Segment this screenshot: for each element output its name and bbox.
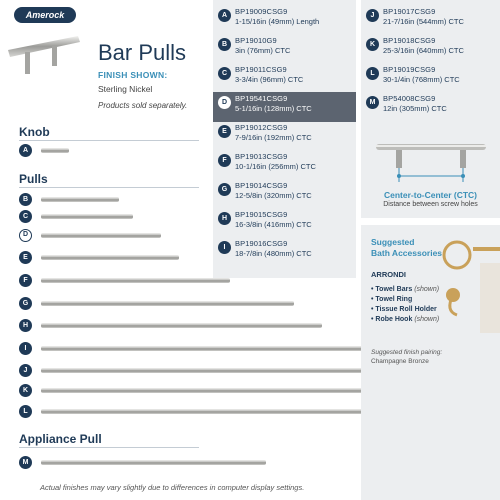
bar-pull-image: [8, 30, 82, 90]
sku-label: BP19018CSG9: [383, 36, 436, 45]
accessories-list: [371, 285, 439, 325]
letter-badge: K: [366, 38, 379, 51]
spec-item: [213, 92, 356, 122]
bar-pull-graphic: [41, 278, 230, 283]
accessories-panel: [361, 225, 500, 500]
finish-label: FINISH SHOWN:: [98, 70, 168, 80]
size-label: 30-1/4in (768mm) CTC: [383, 75, 460, 84]
size-label: 5-1/16in (128mm) CTC: [235, 104, 312, 113]
finish-value: Sterling Nickel: [98, 84, 153, 94]
sku-label: BP19013CSG9: [235, 152, 288, 161]
letter-badge: J: [19, 364, 32, 377]
section-title-appliance: Appliance Pull: [19, 432, 102, 446]
sku-label: BP19015CSG9: [235, 210, 288, 219]
sku-label: BP19014CSG9: [235, 181, 288, 190]
size-label: 25-3/16in (640mm) CTC: [383, 46, 464, 55]
list-item: • Tissue Roll Holder: [371, 306, 437, 313]
letter-badge: K: [19, 384, 32, 397]
accessories-subtitle: Bath Accessories: [371, 248, 443, 258]
letter-badge: G: [19, 297, 32, 310]
divider: [19, 447, 199, 448]
spec-item: [213, 63, 356, 93]
bar-pull-graphic: [41, 233, 161, 238]
section-title-knob: Knob: [19, 125, 50, 139]
page-title: Bar Pulls: [98, 40, 187, 65]
letter-badge: A: [19, 144, 32, 157]
bar-pull-graphic: [41, 255, 179, 260]
bar-pull-graphic: [41, 301, 294, 306]
letter-badge: C: [19, 210, 32, 223]
sku-label: BP19016CSG9: [235, 239, 288, 248]
letter-badge: D: [19, 229, 32, 242]
ctc-diagram: [366, 138, 496, 190]
bar-pull-graphic: [41, 460, 266, 465]
spec-item: [213, 237, 356, 267]
amerock-logo: Amerock: [14, 7, 76, 23]
size-label: 3-3/4in (96mm) CTC: [235, 75, 304, 84]
size-label: 12in (305mm) CTC: [383, 104, 447, 113]
letter-badge: E: [19, 251, 32, 264]
letter-badge: D: [218, 96, 231, 109]
letter-badge: I: [218, 241, 231, 254]
size-label: 3in (76mm) CTC: [235, 46, 291, 55]
sku-label: BP19541CSG9: [235, 94, 288, 103]
finish-pairing-value: Champagne Bronze: [371, 358, 429, 365]
letter-badge: F: [19, 274, 32, 287]
bar-pull-graphic: [41, 148, 69, 153]
letter-badge: H: [218, 212, 231, 225]
sku-label: BP19012CSG9: [235, 123, 288, 132]
spec-item: [213, 179, 356, 209]
size-label: 16-3/8in (416mm) CTC: [235, 220, 312, 229]
divider: [19, 187, 199, 188]
letter-badge: G: [218, 183, 231, 196]
letter-badge: L: [366, 67, 379, 80]
ctc-title: Center-to-Center (CTC): [383, 190, 478, 200]
size-label: 12-5/8in (320mm) CTC: [235, 191, 312, 200]
spec-item: [366, 92, 496, 122]
list-item: • Towel Bars (shown): [371, 286, 440, 293]
sku-label: BP19009CSG9: [235, 7, 288, 16]
bar-pull-graphic: [41, 197, 119, 202]
list-item: • Robe Hook (shown): [371, 316, 440, 323]
spec-item: [213, 150, 356, 180]
sold-separately-note: Products sold separately.: [98, 101, 188, 110]
letter-badge: I: [19, 342, 32, 355]
letter-badge: J: [366, 9, 379, 22]
letter-badge: A: [218, 9, 231, 22]
sku-label: BP19019CSG9: [383, 65, 436, 74]
accessories-title: Suggested: [371, 237, 415, 247]
bar-pull-graphic: [41, 368, 409, 373]
section-title-pulls: Pulls: [19, 172, 48, 186]
sku-label: BP19010G9: [235, 36, 277, 45]
disclaimer: Actual finishes may vary slightly due to differences in computer display settings.: [40, 483, 305, 492]
letter-badge: M: [366, 96, 379, 109]
letter-badge: M: [19, 456, 32, 469]
divider: [19, 140, 199, 141]
ctc-description: Distance between screw holes: [383, 201, 478, 208]
spec-item: [213, 208, 356, 238]
size-label: 1-15/16in (49mm) Length: [235, 17, 320, 26]
bath-accessory-image: [435, 233, 500, 333]
spec-item: [213, 5, 356, 35]
size-label: 18-7/8in (480mm) CTC: [235, 249, 312, 258]
letter-badge: C: [218, 67, 231, 80]
finish-pairing-label: Suggested finish pairing:: [371, 349, 443, 356]
bar-pull-graphic: [41, 323, 322, 328]
spec-item: [366, 5, 496, 35]
letter-badge: F: [218, 154, 231, 167]
spec-item: [366, 34, 496, 64]
spec-item: [213, 121, 356, 151]
letter-badge: L: [19, 405, 32, 418]
sku-label: BP54008CSG9: [383, 94, 436, 103]
size-label: 21-7/16in (544mm) CTC: [383, 17, 464, 26]
bar-pull-graphic: [41, 346, 368, 351]
spec-item: [366, 63, 496, 93]
sku-label: BP19017CSG9: [383, 7, 436, 16]
size-label: 7-9/16in (192mm) CTC: [235, 133, 312, 142]
letter-badge: B: [218, 38, 231, 51]
bar-pull-graphic: [41, 214, 133, 219]
size-label: 10-1/16in (256mm) CTC: [235, 162, 316, 171]
list-item: • Towel Ring: [371, 296, 413, 303]
spec-item: [213, 34, 356, 64]
letter-badge: H: [19, 319, 32, 332]
letter-badge: B: [19, 193, 32, 206]
sku-label: BP19011CSG9: [235, 65, 287, 74]
letter-badge: E: [218, 125, 231, 138]
accessories-brand: ARRONDI: [371, 270, 406, 279]
